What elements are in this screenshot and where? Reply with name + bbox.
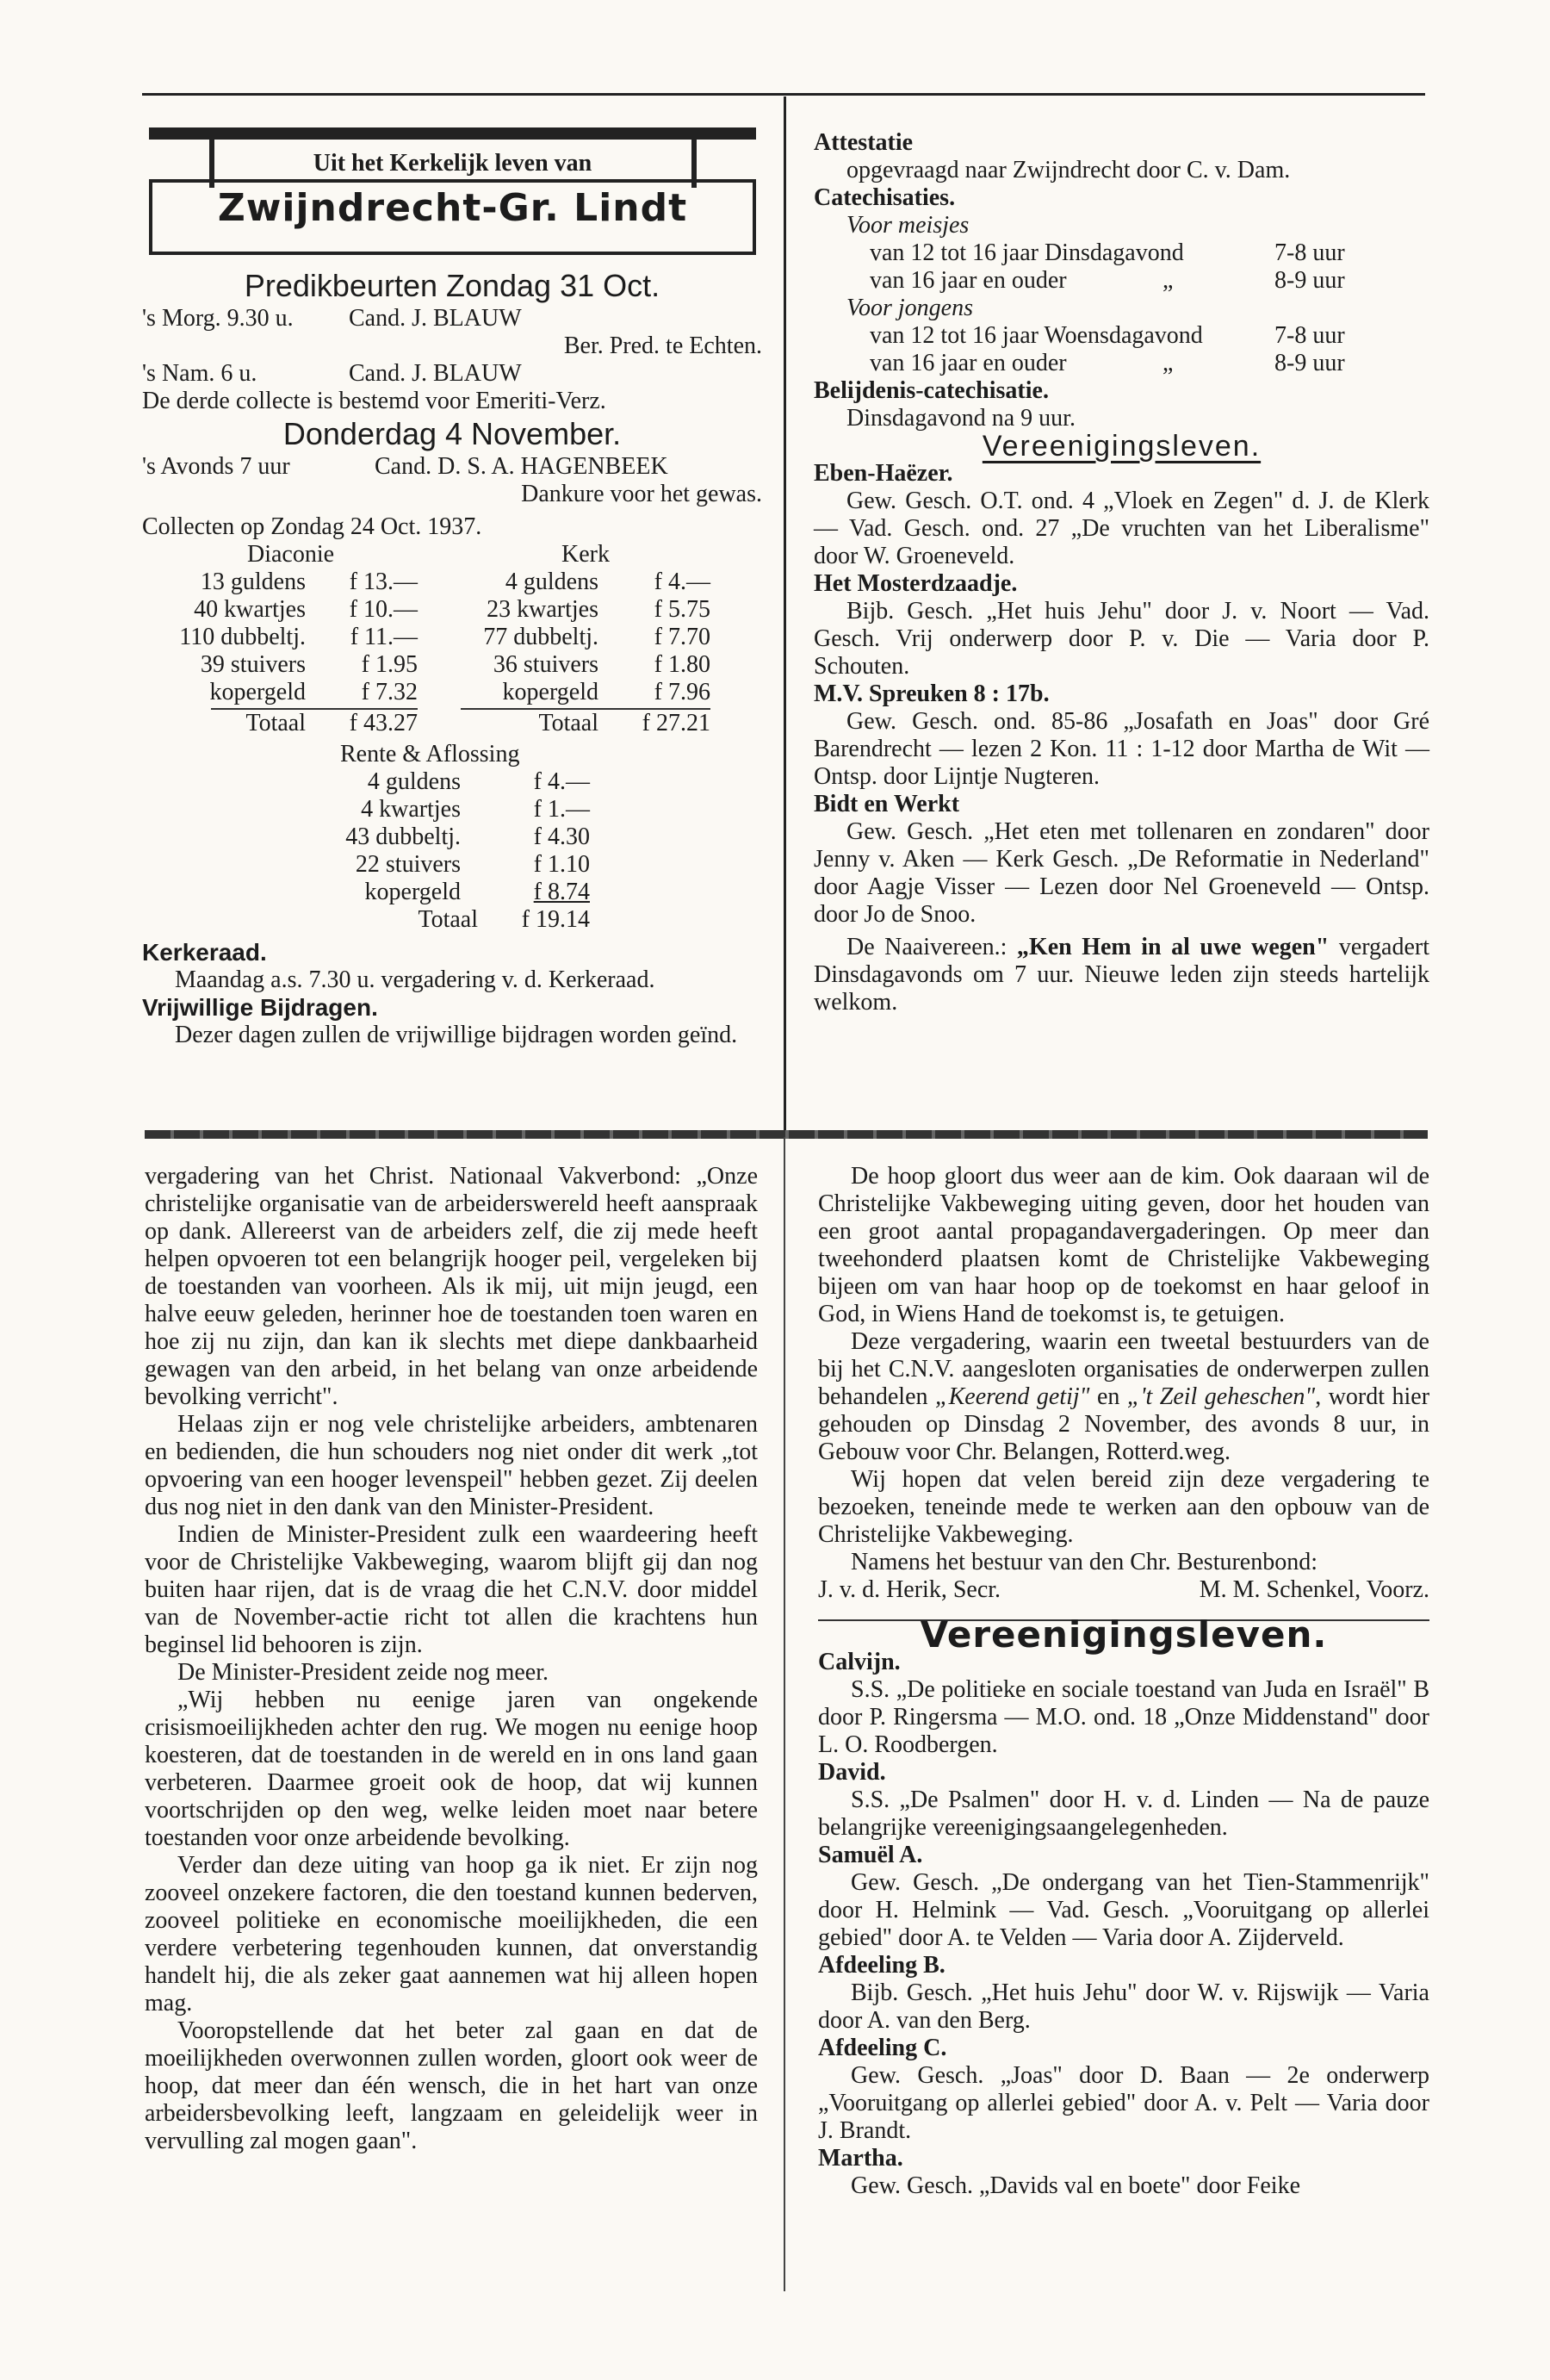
bijdragen-heading: Vrijwillige Bijdragen.	[142, 994, 378, 1021]
samuel-heading: Samuël A.	[818, 1842, 923, 1868]
mv-heading: M.V. Spreuken 8 : 17b.	[814, 680, 1050, 707]
masthead-title: Zwijndrecht-Gr. Lindt	[217, 186, 688, 230]
collection-cell: f 7.70	[654, 624, 710, 650]
collection-cell: 110 dubbeltj.	[179, 624, 306, 650]
article-p5: „Wij hebben nu eenige jaren van ongekende crisismoeilijkheden achter den rug. We mogen nu eenige hoop koesteren, dat de toestanden in de wereld en in ons land gaan verbeteren. Daarmee groeit ook de hoop, dat wij kunnen voortschrijden op den weg, welke leiden moet naar betere toestanden voor onze arbeidende bevolking.	[145, 1687, 758, 1851]
rente-table	[142, 768, 762, 906]
column-divider-bottom	[784, 1137, 785, 2291]
morning-pastor: Cand. J. BLAUW	[349, 305, 522, 332]
samuel-text: Gew. Gesch. „De ondergang van het Tien-Stammenrijk" door H. Helmink — Vad. Gesch. „Vooruitgang op allerlei gebied" door A. te Velden — Varia door A. Zijderveld.	[818, 1869, 1429, 1951]
rente-row	[142, 879, 762, 906]
collection-cell: f 10.—	[349, 596, 418, 623]
church-services-column	[142, 127, 762, 1049]
masthead-subtitle: Uit het Kerkelijk leven van	[313, 150, 592, 177]
masthead	[149, 127, 756, 255]
bidt-heading: Bidt en Werkt	[814, 791, 960, 817]
article-p6: Verder dan deze uiting van hoop ga ik niet. Er zijn nog zooveel onzekere factoren, die den toestand kunnen bederven, zooveel politieke en economische moeilijkheden, die een verdere verbetering tegenhouden kunnen, dat onverstandig handelt hij, die als zeker gaat aannemen wat hij alleen hopen mag.	[145, 1852, 758, 2016]
article-r-p3: Wij hopen dat velen bereid zijn deze vergadering te bezoeken, teneinde mede te werken aan den opbouw van de Christelijke Vakbeweging.	[818, 1466, 1429, 1548]
thursday-note: Dankure voor het gewas.	[521, 481, 762, 507]
kerkeraad-text: Maandag a.s. 7.30 u. vergadering v. d. Kerkeraad.	[175, 966, 655, 993]
morning-note: Ber. Pred. te Echten.	[563, 332, 762, 359]
collection-row	[142, 651, 762, 679]
rente-row	[142, 823, 762, 851]
collections-total-row: Totaal f 43.27 Totaal f 27.21	[142, 708, 762, 737]
eben-text: Gew. Gesch. O.T. ond. 4 „Vloek en Zegen" d. J. de Klerk — Vad. Gesch. ond. 27 „De vruchten van het Liberalisme" door W. Groeneveld.	[814, 488, 1429, 569]
rente-label: Rente & Aflossing	[340, 741, 520, 767]
rente-total-row: Totaal f 19.14	[418, 906, 590, 933]
rente-cell: f 4.30	[533, 823, 590, 850]
article-r-p1: De hoop gloort dus weer aan de kim. Ook daaraan wil de Christelijke Vakbeweging uiting geven, door het houden van een groot aantal propagandavergaderingen. Op meer dan tweehonderd plaatsen komt de Christelijke Vakbeweging bijeen om van haar hoop op de toekomst en haar geloof in God, in Wiens Hand de toekomst is, te getuigen.	[818, 1163, 1429, 1327]
article-p2: Helaas zijn er nog vele christelijke arbeiders, ambtenaren en bedienden, die hun schouders nog niet onder dit werk „tot opvoering van een hooger levenspeil" hebben gezet. Zij deelen dus nog niet in den dank van den Minister-President.	[145, 1411, 758, 1520]
collection-row	[142, 596, 762, 624]
collection-cell: kopergeld	[502, 679, 598, 705]
collection-cell: 4 guldens	[505, 569, 598, 595]
article-r-p2: Deze vergadering, waarin een tweetal bestuurders van de bij het C.N.V. aangesloten organisaties de onderwerpen zullen behandelen „Keerend getij" en „'t Zeil geheschen", wordt hier gehouden op Dinsdag 2 November, des avonds 8 uur, in Gebouw voor Chr. Belangen, Rotterd.weg.	[818, 1328, 1430, 1465]
rente-cell: 4 guldens	[367, 768, 461, 795]
mv-text: Gew. Gesch. ond. 85-86 „Josafath en Joas" door Gré Barendrecht — lezen 2 Kon. 11 : 1-12 door Martha de Wit — Ontsp. door Lijntje Nugteren.	[814, 708, 1429, 790]
martha-text: Gew. Gesch. „Davids val en boete" door Feike	[851, 2172, 1301, 2199]
article-p1: vergadering van het Christ. Nationaal Vakverbond: „Onze christelijke organisatie van de arbeiderswereld heeft aanspraak op dank. Allereerst van de arbeiders zelf, die zij mede heeft helpen opvoeren tot een belangrijk hooger peil, vergeleken bij de toestanden van voorheen. Als ik mij, uit mijn jeugd, een halve eeuw geleden, herinner hoe de toestanden toen waren en hoe zij nu zijn, dan kan ik slechts met diepe dankbaarheid gewagen van den arbeid, in het belang van onze arbeidende bevolking verricht".	[145, 1163, 758, 1410]
david-heading: David.	[818, 1759, 886, 1786]
bijdragen-text: Dezer dagen zullen de vrijwillige bijdragen worden geïnd.	[175, 1022, 738, 1048]
collection-cell: 23 kwartjes	[487, 596, 598, 623]
signature-secretary: J. v. d. Herik, Secr.	[818, 1576, 1001, 1603]
collection-cell: f 4.—	[654, 569, 710, 595]
rente-cell: f 4.—	[533, 768, 590, 795]
rente-row	[142, 768, 762, 796]
kerk-label: Kerk	[561, 541, 610, 568]
rente-total: f 19.14	[521, 906, 590, 933]
collection-cell: 36 stuivers	[493, 651, 598, 678]
afdb-heading: Afdeeling B.	[818, 1952, 946, 1979]
belijdenis-heading: Belijdenis-catechisatie.	[814, 377, 1049, 404]
rente-row	[142, 851, 762, 879]
calvijn-text: S.S. „De politieke en sociale toestand van Juda en Israël" B door P. Ringersma — M.O. ond. 18 „Onze Middenstand" door L. O. Roodbergen.	[818, 1676, 1429, 1758]
article-p3: Indien de Minister-President zulk een waardeering heeft voor de Christelijke Vakbeweging, waarom blijft gij dan nog buiten haar rijen, dat is de vraag die het C.N.V. door middel van de November-actie richt tot allen die krachtens hun beginsel lid behooren is zijn.	[145, 1521, 758, 1658]
meisjes-label: Voor meisjes	[846, 212, 970, 239]
belijdenis-text: Dinsdagavond na 9 uur.	[846, 405, 1076, 432]
evening-pastor: Cand. J. BLAUW	[349, 360, 522, 387]
diaconie-total: f 43.27	[306, 708, 418, 737]
kerk-total: f 27.21	[598, 708, 710, 737]
rente-cell: f 1.—	[533, 796, 590, 823]
column-divider-top	[784, 96, 786, 1137]
collection-cell: kopergeld	[209, 679, 306, 705]
services-heading: Predikbeurten Zondag 31 Oct.	[244, 268, 660, 303]
thursday-pastor: Cand. D. S. A. HAGENBEEK	[375, 453, 668, 480]
vereeniging-heading-top: Vereenigingsleven.	[982, 430, 1262, 463]
rente-cell: 4 kwartjes	[361, 796, 461, 823]
collections-heading: Collecten op Zondag 24 Oct. 1937.	[142, 513, 482, 540]
collection-cell: f 1.95	[361, 651, 418, 678]
signature-chair: M. M. Schenkel, Voorz.	[1199, 1576, 1429, 1603]
collection-cell: 13 guldens	[200, 569, 306, 595]
collection-cell: 77 dubbeltj.	[483, 624, 598, 650]
collection-cell: f 1.80	[654, 651, 710, 678]
church-notices-column: Attestatie opgevraagd naar Zwijndrecht door C. v. Dam. Catechisaties. Voor meisjes van 12 tot 16 jaar Dinsdagavond 7-8 uur van 16 jaar en ouder „ 8-9 uur Voor jongens van 12 tot 16 jaar Woensdagavond 7-8 uur van 16 jaar en ouder „ 8-9 uur Belijdenis-catechisatie. Dinsdagavond na 9 uur. Vereenigingsleven. Eben-Haëzer. Gew. Gesch. O.T. ond. 4 „Vloek en Zegen" d. J. de Klerk — Vad. Gesch. ond. 27 „De vruchten van het Liberalisme" door W. Groeneveld. Het Mosterdzaadje. Bijb. Gesch. „Het huis Jehu" door J. v. Noort — Vad. Gesch. Vrij onderwerp door P. v. Die — Varia door P. Schouten. M.V. Spreuken 8 : 17b. Gew. Gesch. ond. 85-86 „Josafath en Joas" door Gré Barendrecht — lezen 2 Kon. 11 : 1-12 door Martha de Wit — Ontsp. door Lijntje Nugteren. Bidt en Werkt Gew. Gesch. „Het eten met tollenaren en zondaren" door Jenny v. Aken — Kerk Gesch. „De Reformatie in Nederland" door Aagje Visser — Lezen door Nel Groeneveld — Ontsp. door Jo de Snoo. De Naaivereen.: „Ken Hem in al uwe wegen" vergadert Dinsdagavonds om 7 uur. Nieuwe leden zijn steeds hartelijk welkom.	[814, 129, 1430, 1016]
collection-row	[142, 569, 762, 596]
jongens-label: Voor jongens	[846, 295, 973, 321]
signatures	[818, 1576, 1429, 1604]
rente-cell: f 1.10	[533, 851, 590, 878]
collection-cell: f 7.32	[361, 679, 418, 705]
article-p4: De Minister-President zeide nog meer.	[177, 1659, 549, 1686]
eben-heading: Eben-Haëzer.	[814, 460, 953, 487]
top-rule	[142, 93, 1425, 96]
collection-cell: 40 kwartjes	[194, 596, 306, 623]
section-divider-band	[145, 1130, 1428, 1139]
attestatie-heading: Attestatie	[814, 129, 914, 156]
collect-note: De derde collecte is bestemd voor Emeriti-Verz.	[142, 388, 606, 414]
thursday-time: 's Avonds 7 uur	[142, 453, 290, 480]
rente-row	[142, 796, 762, 823]
collection-cell: f 7.96	[654, 679, 710, 705]
collection-cell: f 13.—	[349, 569, 418, 595]
vereeniging-heading-bottom: Vereenigingsleven.	[920, 1613, 1328, 1656]
article-column-left	[145, 1163, 758, 2155]
attestatie-text: opgevraagd naar Zwijndrecht door C. v. Dam.	[846, 157, 1291, 183]
rente-cell: kopergeld	[364, 879, 461, 905]
calvijn-heading: Calvijn.	[818, 1649, 901, 1675]
collection-row	[142, 679, 762, 706]
collection-cell: f 11.—	[350, 624, 418, 650]
article-column-right	[818, 1163, 1429, 2200]
evening-time: 's Nam. 6 u.	[142, 360, 257, 387]
afdc-heading: Afdeeling C.	[818, 2035, 947, 2061]
moster-text: Bijb. Gesch. „Het huis Jehu" door J. v. Noort — Vad. Gesch. Vrij onderwerp door P. v. Die — Varia door P. Schouten.	[814, 598, 1429, 680]
naai-text: De Naaivereen.: „Ken Hem in al uwe wegen" vergadert Dinsdagavonds om 7 uur. Nieuwe leden zijn steeds hartelijk welkom.	[814, 934, 1430, 1016]
collection-cell: f 5.75	[654, 596, 710, 623]
collection-cell: 39 stuivers	[200, 651, 306, 678]
morning-time: 's Morg. 9.30 u.	[142, 305, 294, 332]
catechisaties-heading: Catechisaties.	[814, 184, 956, 211]
rente-cell: 43 dubbeltj.	[345, 823, 461, 850]
david-text: S.S. „De Psalmen" door H. v. d. Linden — Na de pauze belangrijke vereenigingsaangelegenheden.	[818, 1787, 1429, 1841]
article-r-p4: Namens het bestuur van den Chr. Besturenbond:	[851, 1549, 1318, 1575]
collection-row	[142, 624, 762, 651]
bidt-text: Gew. Gesch. „Het eten met tollenaren en zondaren" door Jenny v. Aken — Kerk Gesch. „De Reformatie in Nederland" door Aagje Visser — Lezen door Nel Groeneveld — Ontsp. door Jo de Snoo.	[814, 818, 1429, 928]
martha-heading: Martha.	[818, 2145, 903, 2172]
thursday-heading: Donderdag 4 November.	[282, 416, 622, 451]
rente-cell: 22 stuivers	[355, 851, 461, 878]
afdb-text: Bijb. Gesch. „Het huis Jehu" door W. v. Rijswijk — Varia door A. van den Berg.	[818, 1979, 1429, 2034]
collections-table	[142, 569, 762, 706]
diaconie-label: Diaconie	[246, 541, 335, 568]
moster-heading: Het Mosterdzaadje.	[814, 570, 1018, 597]
article-p7: Vooropstellende dat het beter zal gaan en dat de moeilijkheden overwonnen zullen worden, gloort ook weer de hoop, dat meer dan één wensch, die in het hart van onze arbeidersbevolking leeft, langzaam en geleidelijk weer in vervulling zal mogen gaan".	[145, 2017, 758, 2154]
kerkeraad-heading: Kerkeraad.	[142, 939, 267, 966]
afdc-text: Gew. Gesch. „Joas" door D. Baan — 2e onderwerp „Vooruitgang op allerlei gebied" door A. v. Pelt — Varia door J. Brandt.	[818, 2062, 1429, 2144]
rente-cell: f 8.74	[533, 879, 590, 905]
